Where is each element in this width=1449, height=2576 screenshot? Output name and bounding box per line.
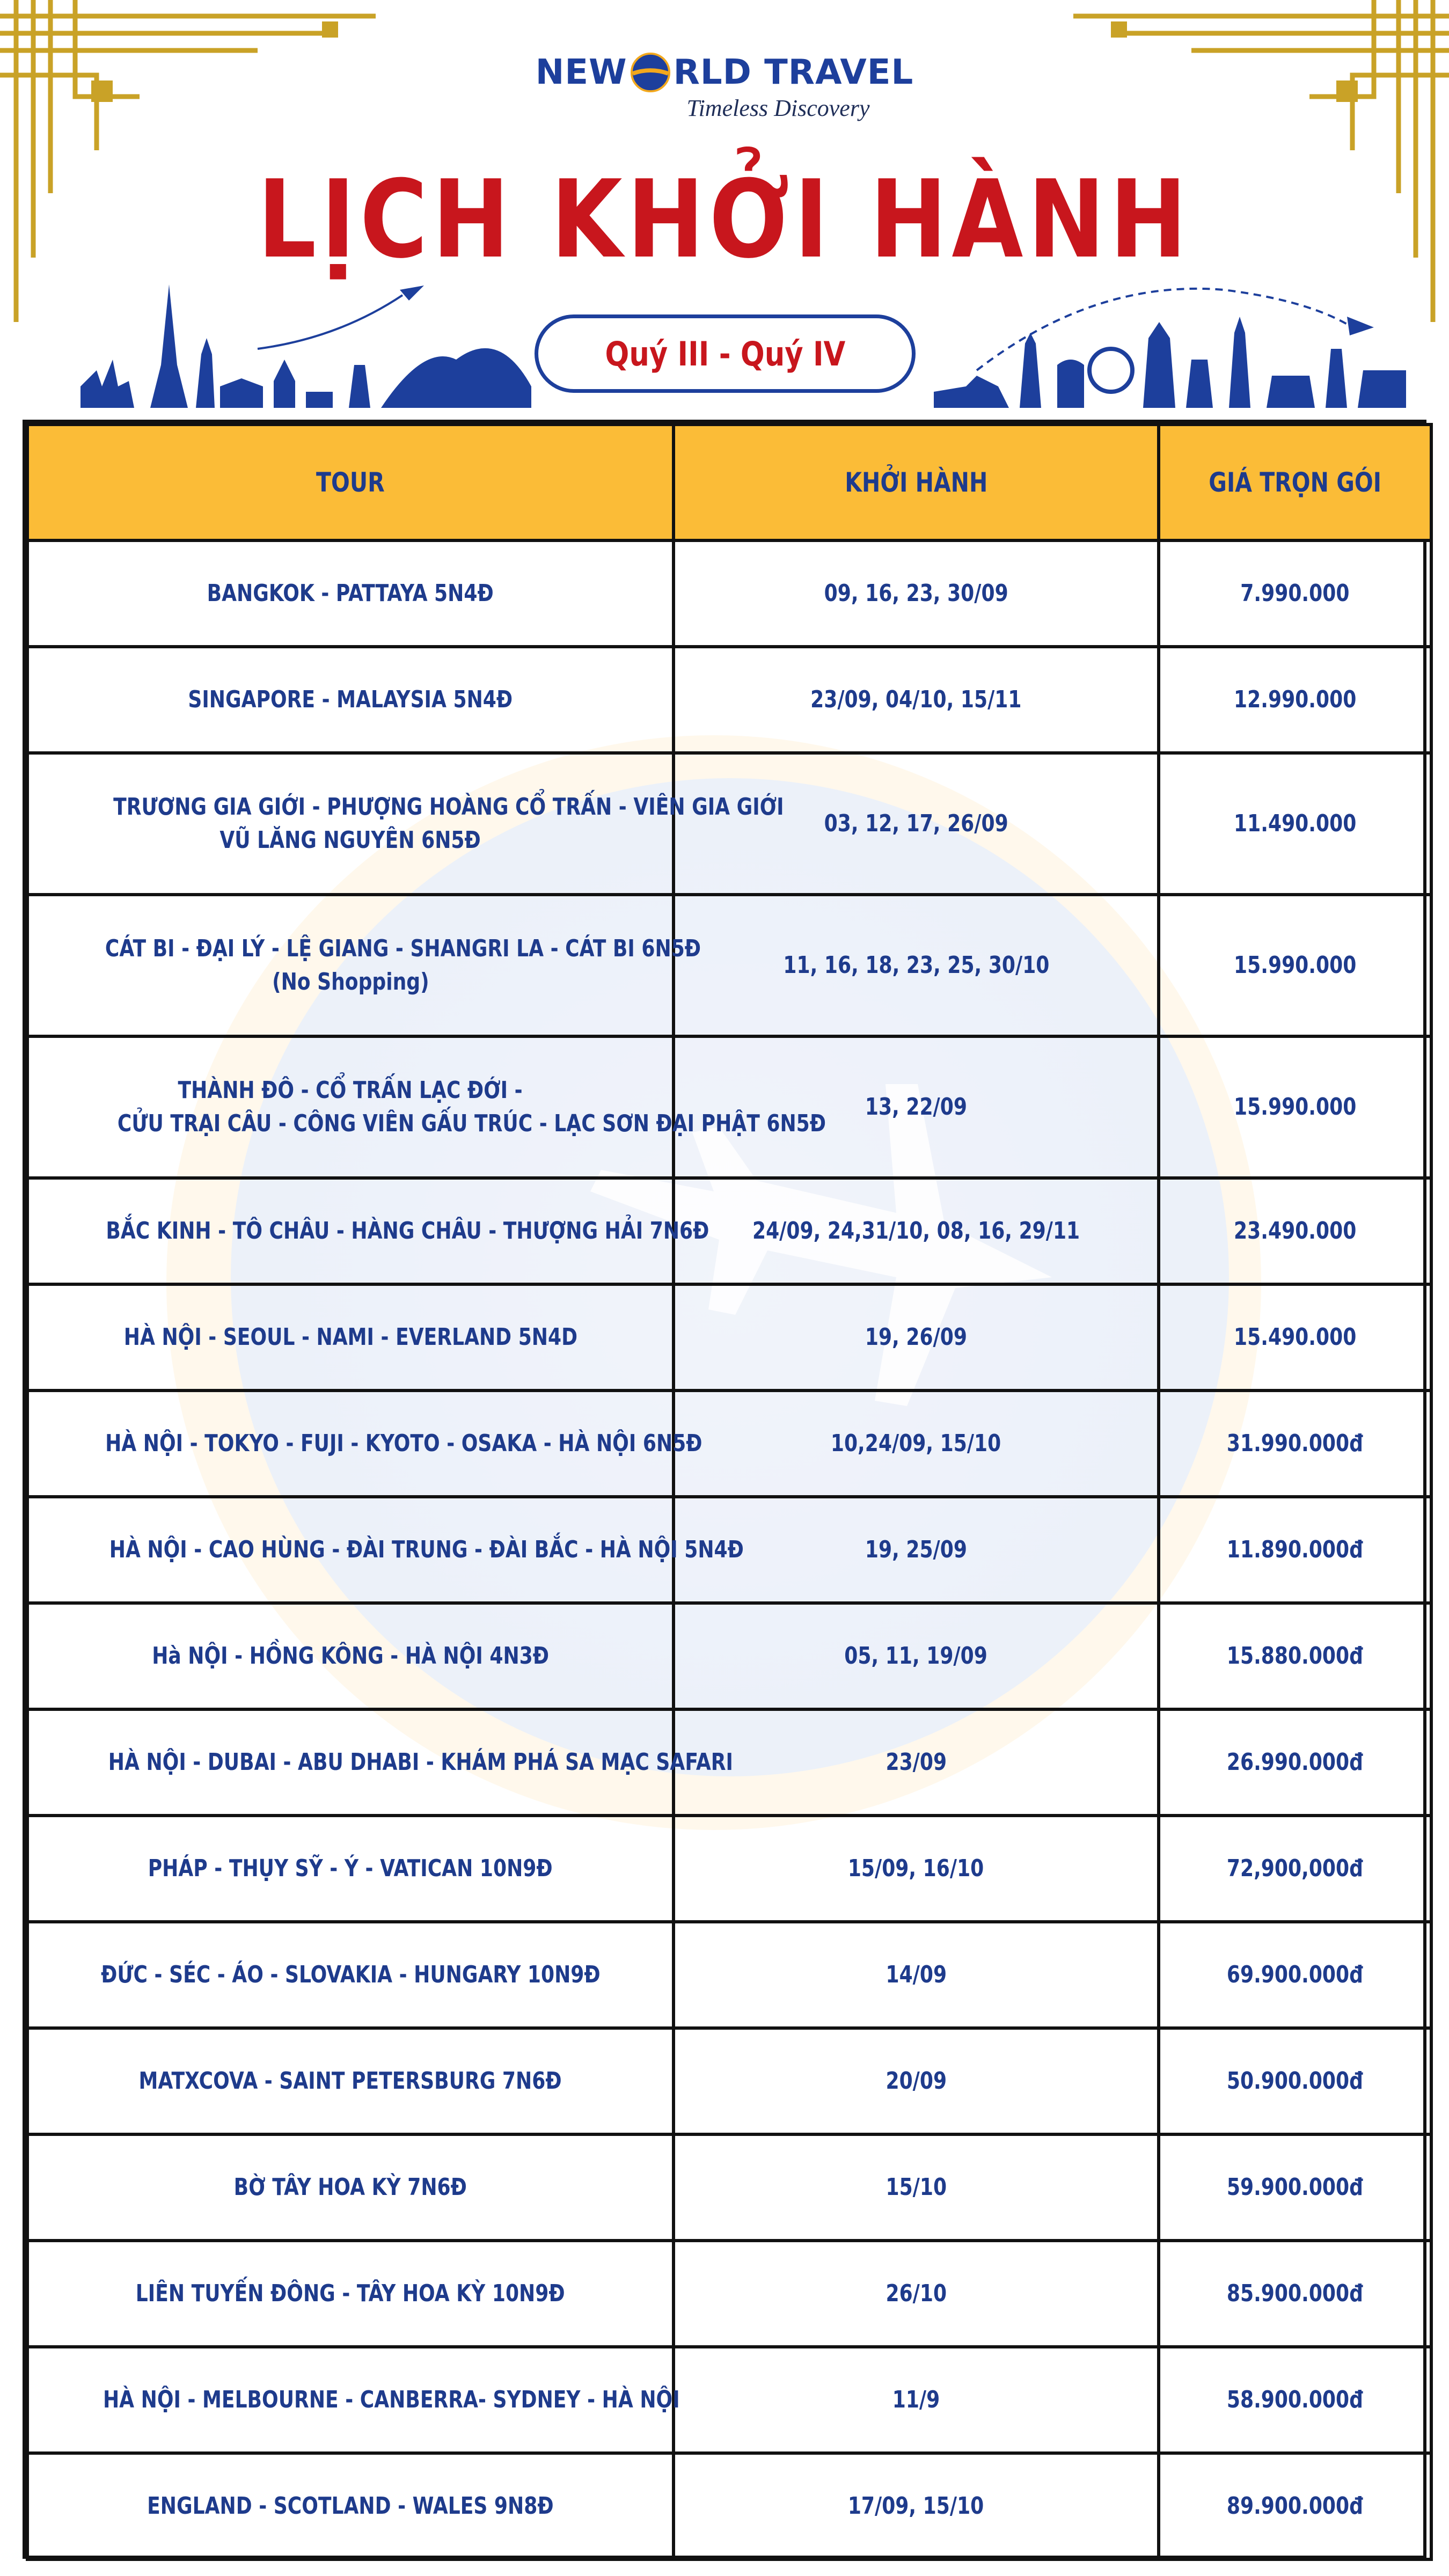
table-row [27, 2453, 1431, 2559]
quarter-label: Quý III - Quý IV [605, 334, 845, 374]
departure-dates: 15/10 [885, 2174, 947, 2201]
table-row [27, 2028, 1431, 2134]
package-price: 11.890.000đ [1226, 1536, 1364, 1563]
brand-tagline: Timeless Discovery [686, 95, 870, 121]
brand-name-right: RLD TRAVEL [673, 53, 914, 92]
tour-name-cell [27, 540, 674, 647]
package-price: 26.990.000đ [1226, 1748, 1364, 1776]
tour-name-line: ĐỨC - SÉC - ÁO - SLOVAKIA - HUNGARY 10N9Đ [100, 1961, 601, 1988]
schedule-grid [26, 423, 1433, 2561]
skyline-right-icon [934, 279, 1406, 408]
departure-dates: 15/09, 16/10 [848, 1855, 984, 1882]
price-cell [1159, 1178, 1431, 1284]
table-row [27, 1178, 1431, 1284]
tour-name-line: LIÊN TUYẾN ĐÔNG - TÂY HOA KỲ 10N9Đ [136, 2280, 565, 2307]
tour-name-cell [27, 1284, 674, 1391]
package-price: 59.900.000đ [1226, 2174, 1364, 2201]
tour-name-cell [27, 2134, 674, 2241]
price-cell [1159, 1709, 1431, 1816]
departure-cell [674, 753, 1159, 895]
price-cell [1159, 2134, 1431, 2241]
departure-cell [674, 1922, 1159, 2028]
tour-name-line: Hà NỘI - HỒNG KÔNG - HÀ NỘI 4N3Đ [152, 1642, 549, 1670]
tour-name-line: CỬU TRẠI CÂU - CÔNG VIÊN GẤU TRÚC - LẠC SƠN ĐẠI PHẬT 6N5Đ [117, 1110, 826, 1137]
departure-dates: 26/10 [885, 2280, 947, 2307]
tour-name-line: HÀ NỘI - DUBAI - ABU DHABI - KHÁM PHÁ SA MẠC SAFARI [108, 1748, 733, 1776]
departure-cell [674, 1391, 1159, 1497]
tour-name-cell [27, 1497, 744, 1603]
package-price: 23.490.000 [1233, 1217, 1357, 1245]
departure-cell [674, 2453, 1159, 2559]
table-row [27, 647, 1431, 753]
package-price: 85.900.000đ [1226, 2280, 1364, 2307]
header-departure: KHỞI HÀNH [674, 425, 1159, 540]
price-cell [1159, 1036, 1431, 1178]
table-row [27, 2347, 1431, 2453]
skyline-left-icon [80, 279, 531, 408]
table-row [27, 1284, 1431, 1391]
departure-cell [674, 1497, 1159, 1603]
departure-cell [674, 1816, 1159, 1922]
globe-icon [630, 52, 671, 93]
tour-name-line: SINGAPORE - MALAYSIA 5N4Đ [188, 686, 513, 713]
price-cell [1159, 1922, 1431, 2028]
departure-cell [674, 647, 1159, 753]
price-cell [1159, 895, 1431, 1036]
tour-name-cell [27, 2347, 680, 2453]
price-cell [1159, 1497, 1431, 1603]
departure-dates: 09, 16, 23, 30/09 [824, 580, 1008, 607]
departure-cell [674, 2241, 1159, 2347]
package-price: 7.990.000 [1240, 580, 1350, 607]
departure-dates: 23/09 [885, 1748, 947, 1776]
tour-name-cell [27, 2241, 674, 2347]
package-price: 12.990.000 [1233, 686, 1357, 713]
header-tour: TOUR [27, 425, 674, 540]
tour-name-line: THÀNH ĐÔ - CỔ TRẤN LẠC ĐỚI - [178, 1077, 523, 1104]
table-row [27, 1816, 1431, 1922]
package-price: 50.900.000đ [1226, 2067, 1364, 2095]
departure-cell [674, 895, 1159, 1036]
tour-name-cell [27, 1922, 674, 2028]
departure-dates: 10,24/09, 15/10 [831, 1430, 1001, 1457]
price-cell [1159, 2347, 1431, 2453]
tour-name-cell [27, 2453, 674, 2559]
departure-dates: 13, 22/09 [865, 1093, 968, 1121]
tour-name-cell [27, 647, 674, 753]
package-price: 58.900.000đ [1226, 2386, 1364, 2413]
price-cell [1159, 1603, 1431, 1709]
table-row [27, 2134, 1431, 2241]
tour-name-cell [27, 1036, 826, 1178]
package-price: 15.490.000 [1233, 1323, 1357, 1351]
departure-cell [674, 1284, 1159, 1391]
table-row [27, 1603, 1431, 1709]
table-body [27, 540, 1431, 2559]
departure-cell [674, 1709, 1159, 1816]
table-row [27, 1391, 1431, 1497]
header-price: GIÁ TRỌN GÓI [1159, 425, 1431, 540]
departure-dates: 24/09, 24,31/10, 08, 16, 29/11 [752, 1217, 1080, 1245]
package-price: 89.900.000đ [1226, 2492, 1364, 2520]
package-price: 15.990.000 [1233, 952, 1357, 979]
tour-name-cell [27, 1391, 702, 1497]
departure-cell [674, 2347, 1159, 2453]
tour-name-line: HÀ NỘI - CAO HÙNG - ĐÀI TRUNG - ĐÀI BẮC - HÀ NỘI 5N4Đ [109, 1536, 744, 1563]
tour-name-line: PHÁP - THỤY SỸ - Ý - VATICAN 10N9Đ [148, 1855, 553, 1882]
tour-name-line: MATXCOVA - SAINT PETERSBURG 7N6Đ [138, 2067, 562, 2095]
table-row [27, 1709, 1431, 1816]
table-row [27, 1922, 1431, 2028]
departure-dates: 19, 25/09 [865, 1536, 968, 1563]
price-cell [1159, 2241, 1431, 2347]
tour-name-line: HÀ NỘI - TOKYO - FUJI - KYOTO - OSAKA - HÀ NỘI 6N5Đ [105, 1430, 702, 1457]
departure-cell [674, 540, 1159, 647]
package-price: 72,900,000đ [1226, 1855, 1364, 1882]
departure-dates: 05, 11, 19/09 [844, 1642, 988, 1670]
tour-name-line: (No Shopping) [272, 968, 429, 996]
departure-dates: 11, 16, 18, 23, 25, 30/10 [782, 952, 1049, 979]
tour-name-line: BỜ TÂY HOA KỲ 7N6Đ [233, 2174, 467, 2201]
price-cell [1159, 1391, 1431, 1497]
price-cell [1159, 2453, 1431, 2559]
departure-dates: 19, 26/09 [865, 1323, 968, 1351]
table-row [27, 1497, 1431, 1603]
tour-name-line: HÀ NỘI - MELBOURNE - CANBERRA- SYDNEY - HÀ NỘI [103, 2386, 680, 2413]
tour-name-line: CÁT BI - ĐẠI LÝ - LỆ GIANG - SHANGRI LA - CÁT BI 6N5Đ [105, 935, 701, 962]
departure-dates: 11/9 [892, 2386, 940, 2413]
page-title: LỊCH KHỞI HÀNH [257, 157, 1192, 282]
tour-name-cell [27, 1709, 733, 1816]
tour-name-cell [27, 895, 701, 1036]
tour-schedule-table [23, 420, 1426, 2559]
price-cell [1159, 753, 1431, 895]
table-row [27, 895, 1431, 1036]
tour-name-line: BẮC KINH - TÔ CHÂU - HÀNG CHÂU - THƯỢNG HẢI 7N6Đ [106, 1217, 709, 1245]
price-cell [1159, 1816, 1431, 1922]
departure-cell [674, 2134, 1159, 2241]
quarter-badge [535, 314, 916, 393]
table-row [27, 2241, 1431, 2347]
table-row [27, 1036, 1431, 1178]
departure-cell [674, 1178, 1159, 1284]
table-header-row [27, 425, 1431, 540]
tour-name-line: TRƯƠNG GIA GIỚI - PHƯỢNG HOÀNG CỔ TRẤN - VIÊN GIA GIỚI [113, 793, 784, 821]
package-price: 11.490.000 [1233, 810, 1357, 837]
departure-dates: 03, 12, 17, 26/09 [824, 810, 1008, 837]
tour-name-line: BANGKOK - PATTAYA 5N4Đ [207, 580, 494, 607]
tour-name-cell [27, 1603, 674, 1709]
brand-name-left: NEW [535, 53, 627, 92]
tour-name-line: VŨ LĂNG NGUYÊN 6N5Đ [219, 826, 481, 854]
price-cell [1159, 2028, 1431, 2134]
table-row [27, 753, 1431, 895]
table-row [27, 540, 1431, 647]
departure-cell [674, 1603, 1159, 1709]
departure-dates: 23/09, 04/10, 15/11 [810, 686, 1022, 713]
departure-dates: 14/09 [885, 1961, 947, 1988]
departure-cell [674, 2028, 1159, 2134]
departure-dates: 17/09, 15/10 [848, 2492, 984, 2520]
package-price: 15.880.000đ [1226, 1642, 1364, 1670]
tour-name-cell [27, 2028, 674, 2134]
tour-name-line: ENGLAND - SCOTLAND - WALES 9N8Đ [147, 2492, 554, 2520]
package-price: 15.990.000 [1233, 1093, 1357, 1121]
package-price: 31.990.000đ [1226, 1430, 1364, 1457]
price-cell [1159, 647, 1431, 753]
departure-dates: 20/09 [885, 2067, 947, 2095]
price-cell [1159, 1284, 1431, 1391]
tour-name-cell [27, 1178, 709, 1284]
tour-name-line: HÀ NỘI - SEOUL - NAMI - EVERLAND 5N4D [123, 1323, 577, 1351]
price-cell [1159, 540, 1431, 647]
package-price: 69.900.000đ [1226, 1961, 1364, 1988]
tour-name-cell [27, 753, 784, 895]
brand-logo [504, 43, 945, 123]
tour-name-cell [27, 1816, 674, 1922]
